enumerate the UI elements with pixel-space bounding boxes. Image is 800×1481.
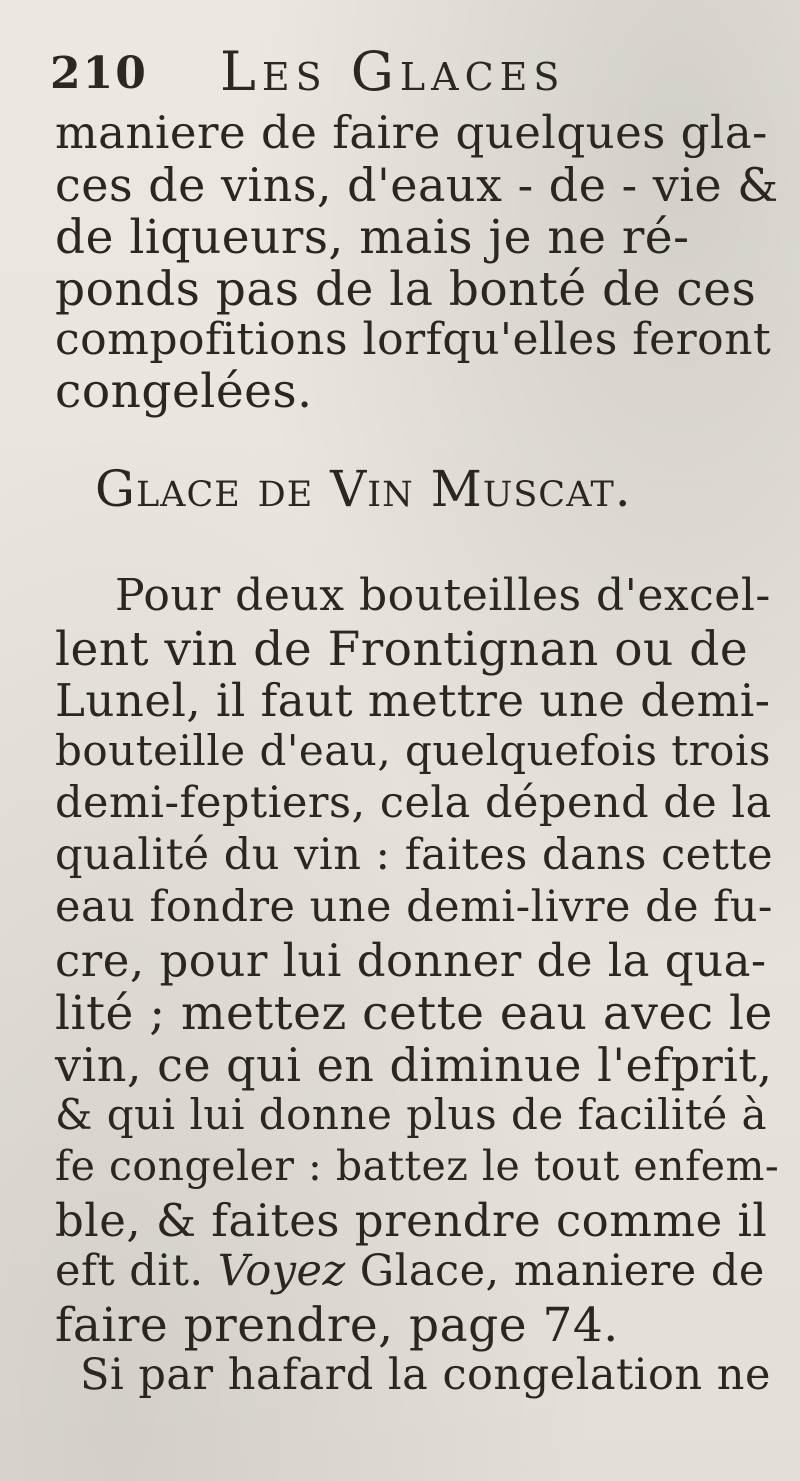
text-line: faire prendre, page 74. xyxy=(55,1298,619,1353)
text-line: Pour deux bouteilles d'excel- xyxy=(115,570,771,621)
text-line: demi-feptiers, cela dépend de la xyxy=(55,778,772,828)
text-line: ble, & faites prendre comme il xyxy=(55,1194,768,1247)
running-head: Les Glaces xyxy=(220,40,566,103)
text-line: lent vin de Frontignan ou de xyxy=(55,622,749,677)
text-line: qualité du vin : faites dans cette xyxy=(55,830,774,880)
text-line: & qui lui donne plus de facilité à xyxy=(55,1090,768,1139)
text-line-with-reference xyxy=(55,1246,765,1296)
text-line: bouteille d'eau, quelquefois trois xyxy=(55,726,771,775)
text-line: compofitions lorfqu'elles feront xyxy=(55,314,772,365)
text-fragment: eft dit. xyxy=(55,1246,204,1296)
section-heading: Glace de Vin Muscat. xyxy=(95,460,632,518)
text-line: Si par hafard la congelation ne xyxy=(80,1350,771,1400)
text-line: lité ; mettez cette eau avec le xyxy=(55,986,773,1041)
text-line: maniere de faire quelques gla- xyxy=(55,106,768,159)
text-line: fe congeler : battez le tout enfem- xyxy=(55,1142,780,1190)
text-line: ponds pas de la bonté de ces xyxy=(55,262,757,317)
text-line: eau fondre une demi-livre de fu- xyxy=(55,882,773,932)
text-line: ces de vins, d'eaux - de - vie & xyxy=(55,158,779,212)
text-line: cre, pour lui donner de la qua- xyxy=(55,934,767,987)
page-number: 210 xyxy=(50,48,148,99)
text-line: congelées. xyxy=(55,364,313,419)
text-line: Lunel, il faut mettre une demi- xyxy=(55,674,771,727)
reference-italic: Voyez xyxy=(217,1246,346,1296)
page-header xyxy=(50,40,770,103)
text-fragment: Glace, maniere de xyxy=(359,1246,765,1296)
text-line: de liqueurs, mais je ne ré- xyxy=(55,210,690,265)
text-line: vin, ce qui en diminue l'efprit, xyxy=(55,1038,773,1092)
